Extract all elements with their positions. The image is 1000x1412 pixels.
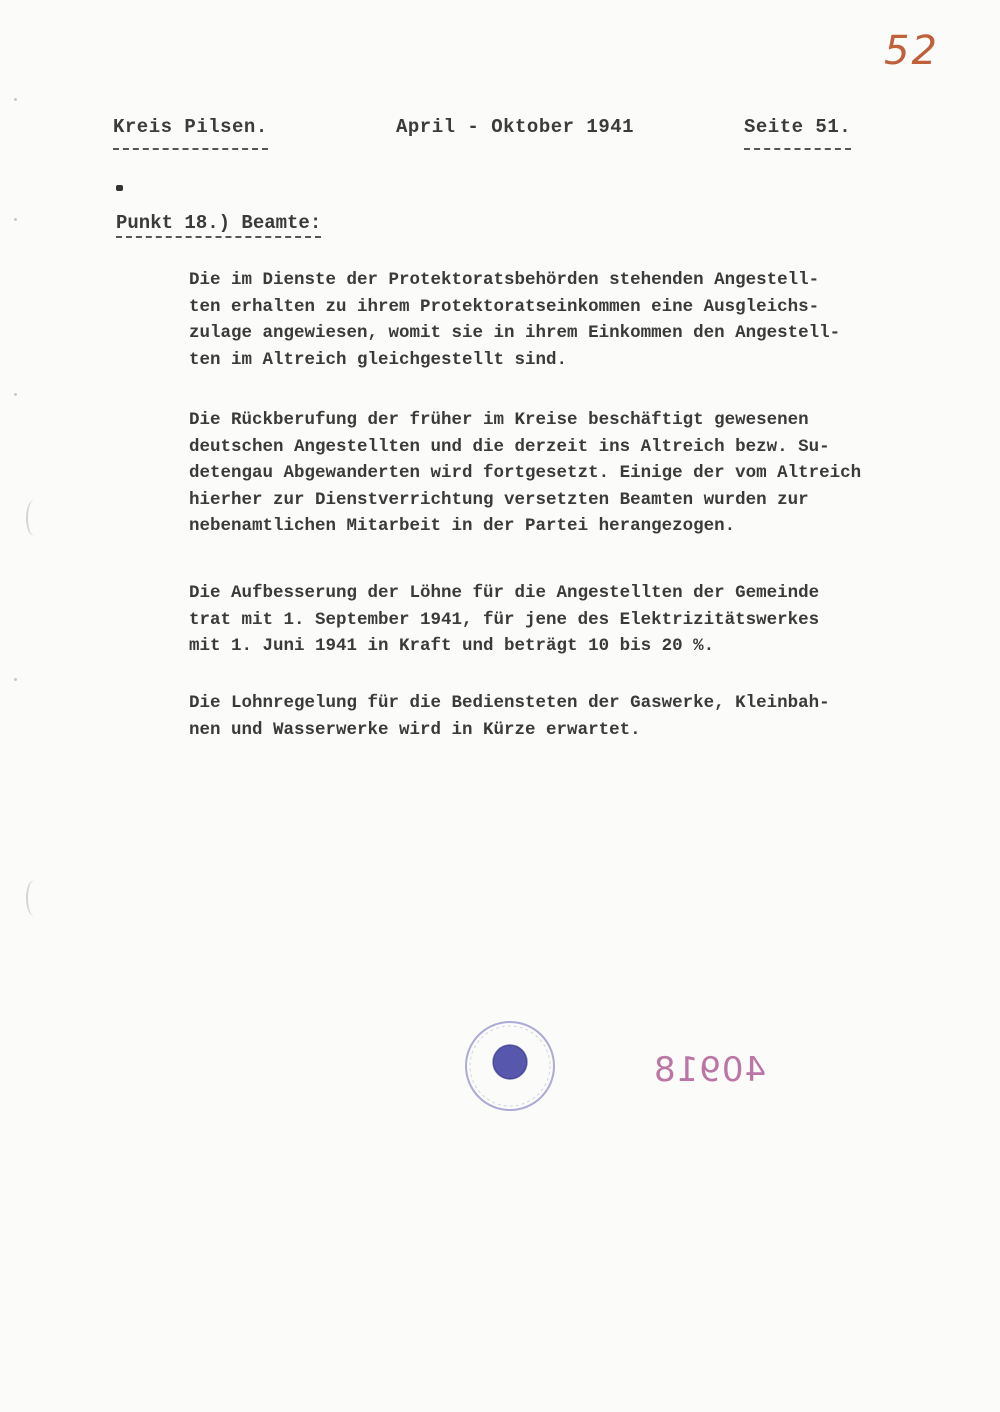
paragraph-4: Die Lohnregelung für die Bediensteten der Gaswerke, Kleinbah- nen und Wasserwerke wird in Kürze erwartet.	[189, 693, 830, 740]
paragraph-1: Die im Dienste der Protektoratsbehörden stehenden Angestell- ten erhalten zu ihrem Protektoratseinkommen eine Ausgleichs- zulage angewiesen, womit sie in ihrem Einkommen den Angestell- ten im Altreich gleichgestellt sind.	[189, 270, 841, 370]
ink-dot	[116, 185, 123, 191]
paragraph-3: Die Aufbesserung der Löhne für die Angestellten der Gemeinde trat mit 1. September 1941, für jene des Elektrizitätswerkes mit 1. Juni 1941 in Kraft und beträgt 10 bis 20 %.	[189, 583, 820, 656]
margin-dot	[14, 678, 17, 681]
margin-dot	[14, 393, 17, 396]
margin-dot	[14, 218, 17, 221]
section-heading: Punkt 18.) Beamte:	[116, 212, 321, 238]
header-period: April - Oktober 1941	[396, 116, 635, 138]
archive-seal-icon	[462, 1018, 558, 1119]
header-page-number: Seite 51.	[744, 116, 851, 150]
archive-stamp-number: 40918	[653, 1050, 767, 1090]
margin-dot	[14, 98, 17, 101]
header-district: Kreis Pilsen.	[113, 116, 268, 150]
punch-hole-mark	[26, 880, 42, 916]
archive-page-number: 52	[884, 28, 939, 74]
punch-hole-mark	[26, 500, 42, 536]
paragraph-2: Die Rückberufung der früher im Kreise beschäftigt gewesenen deutschen Angestellten und die derzeit ins Altreich bezw. Su- detengau Abgewanderten wird fortgesetzt. Einige der vom Altreich hierher zur Dienstverrichtung versetzten Beamten wurden zur nebenamtlichen Mitarbeit in der Partei herangezogen.	[189, 410, 862, 536]
